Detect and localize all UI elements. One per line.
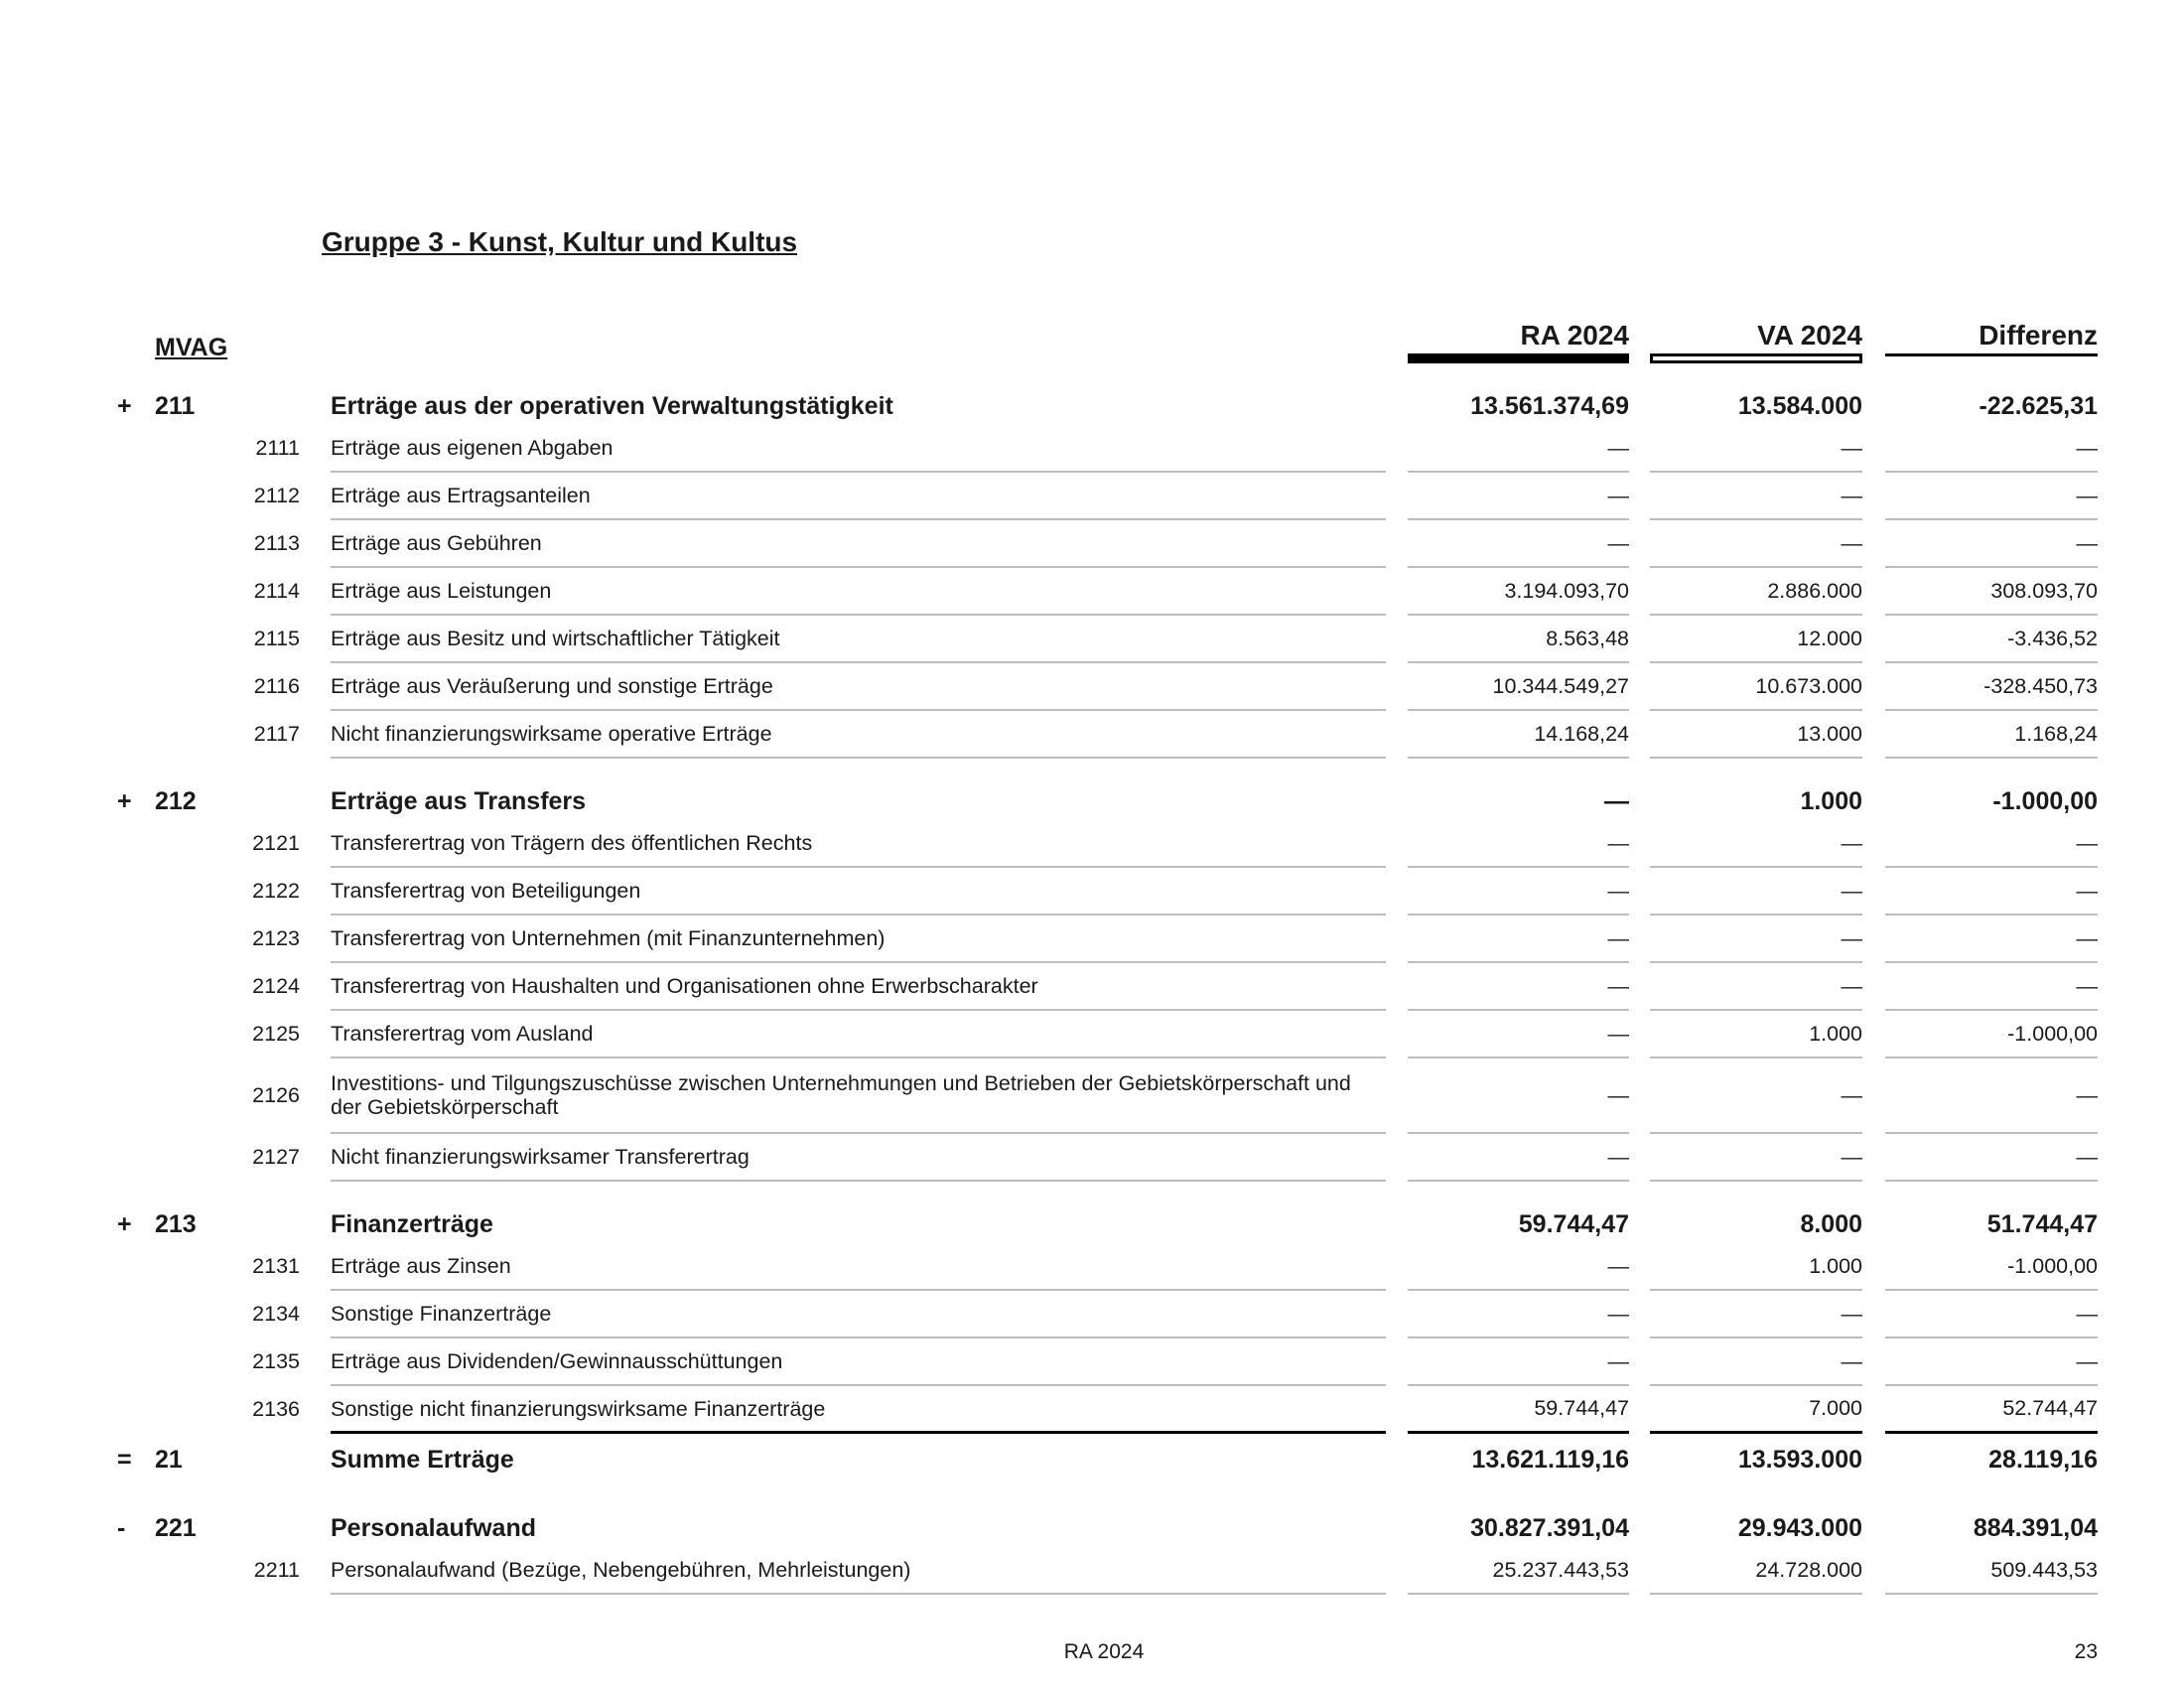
account-code: 2116 bbox=[253, 673, 300, 698]
group-code: 212 bbox=[155, 786, 197, 815]
account-code: 2124 bbox=[252, 973, 300, 998]
ra-value: 59.744,47 bbox=[1518, 1209, 1629, 1238]
va-value: — bbox=[1650, 1134, 1862, 1182]
column-header-va: VA 2024 bbox=[1757, 320, 1862, 351]
column-header-ra: RA 2024 bbox=[1520, 320, 1629, 351]
table-row bbox=[0, 711, 2184, 759]
diff-value: — bbox=[1885, 963, 2098, 1011]
group-row bbox=[0, 782, 2184, 820]
table-row bbox=[0, 663, 2184, 711]
va-value: — bbox=[1650, 425, 1862, 473]
account-code: 2115 bbox=[253, 626, 300, 650]
ra-value: 10.344.549,27 bbox=[1408, 663, 1629, 711]
ra-value: — bbox=[1408, 473, 1629, 520]
va-header-bar bbox=[1650, 353, 1862, 363]
row-sign: + bbox=[117, 391, 132, 420]
diff-value: 509.443,53 bbox=[1885, 1547, 2098, 1595]
group-label: Finanzerträge bbox=[331, 1210, 493, 1238]
account-label: Erträge aus Veräußerung und sonstige Erträge bbox=[331, 663, 1386, 711]
ra-value: 13.621.119,16 bbox=[1471, 1445, 1629, 1474]
account-label: Transferertrag vom Ausland bbox=[331, 1011, 1386, 1058]
va-value: 8.000 bbox=[1800, 1209, 1862, 1238]
table-row bbox=[0, 1386, 2184, 1434]
va-value: — bbox=[1650, 520, 1862, 568]
diff-value: — bbox=[1885, 1291, 2098, 1338]
account-code: 2111 bbox=[255, 435, 300, 460]
va-value: — bbox=[1650, 963, 1862, 1011]
va-value: 13.593.000 bbox=[1737, 1445, 1862, 1474]
table-row bbox=[0, 1243, 2184, 1291]
account-label: Nicht finanzierungswirksamer Transferertrag bbox=[331, 1134, 1386, 1182]
diff-value: 884.391,04 bbox=[1973, 1513, 2098, 1542]
va-value: — bbox=[1650, 473, 1862, 520]
ra-value: 59.744,47 bbox=[1408, 1386, 1629, 1434]
ra-value: — bbox=[1408, 1134, 1629, 1182]
account-label: Erträge aus Gebühren bbox=[331, 520, 1386, 568]
va-value: 7.000 bbox=[1650, 1386, 1862, 1434]
ra-value: 25.237.443,53 bbox=[1408, 1547, 1629, 1595]
ra-value: — bbox=[1604, 786, 1629, 815]
table-row bbox=[0, 1134, 2184, 1182]
diff-value: 52.744,47 bbox=[1885, 1386, 2098, 1434]
group-row bbox=[0, 1205, 2184, 1243]
account-code: 2122 bbox=[252, 878, 300, 903]
table-row bbox=[0, 1547, 2184, 1595]
account-code: 2125 bbox=[252, 1021, 300, 1046]
va-value: 24.728.000 bbox=[1650, 1547, 1862, 1595]
table-row bbox=[0, 425, 2184, 473]
diff-value: -1.000,00 bbox=[1885, 1243, 2098, 1291]
va-value: 29.943.000 bbox=[1737, 1513, 1862, 1542]
account-code: 2126 bbox=[252, 1082, 300, 1107]
account-label: Transferertrag von Beteiligungen bbox=[331, 868, 1386, 915]
diff-value: -3.436,52 bbox=[1885, 616, 2098, 663]
table-row bbox=[0, 963, 2184, 1011]
account-code: 2131 bbox=[252, 1253, 300, 1278]
account-label: Transferertrag von Trägern des öffentlichen Rechts bbox=[331, 820, 1386, 868]
row-sign: - bbox=[117, 1513, 126, 1542]
ra-value: — bbox=[1408, 820, 1629, 868]
group-code: 213 bbox=[155, 1209, 197, 1238]
ra-value: — bbox=[1408, 868, 1629, 915]
account-code: 2112 bbox=[253, 483, 300, 507]
ra-value: 8.563,48 bbox=[1408, 616, 1629, 663]
diff-value: — bbox=[1885, 473, 2098, 520]
account-table bbox=[0, 363, 2184, 1595]
account-code: 2134 bbox=[252, 1301, 300, 1326]
va-value: — bbox=[1650, 1058, 1862, 1134]
diff-value: — bbox=[1885, 820, 2098, 868]
account-label: Personalaufwand (Bezüge, Nebengebühren, Mehrleistungen) bbox=[331, 1547, 1386, 1595]
account-label: Erträge aus Besitz und wirtschaftlicher Tätigkeit bbox=[331, 616, 1386, 663]
diff-value: 28.119,16 bbox=[1988, 1445, 2098, 1474]
diff-value: — bbox=[1885, 1338, 2098, 1386]
ra-value: — bbox=[1408, 1011, 1629, 1058]
account-code: 2121 bbox=[252, 830, 300, 855]
ra-value: — bbox=[1408, 963, 1629, 1011]
ra-value: — bbox=[1408, 425, 1629, 473]
diff-value: -22.625,31 bbox=[1979, 391, 2098, 420]
ra-value: 30.827.391,04 bbox=[1470, 1513, 1629, 1542]
table-row bbox=[0, 820, 2184, 868]
diff-value: -328.450,73 bbox=[1885, 663, 2098, 711]
va-value: — bbox=[1650, 1291, 1862, 1338]
table-row bbox=[0, 868, 2184, 915]
account-code: 2211 bbox=[253, 1557, 300, 1582]
ra-value: — bbox=[1408, 1338, 1629, 1386]
diff-value: -1.000,00 bbox=[1885, 1011, 2098, 1058]
diff-value: — bbox=[1885, 915, 2098, 963]
ra-value: 14.168,24 bbox=[1408, 711, 1629, 759]
table-row bbox=[0, 520, 2184, 568]
ra-header-bar bbox=[1408, 353, 1629, 363]
table-row bbox=[0, 568, 2184, 616]
group-label: Summe Erträge bbox=[331, 1446, 514, 1474]
ra-value: — bbox=[1408, 1291, 1629, 1338]
account-label: Erträge aus eigenen Abgaben bbox=[331, 425, 1386, 473]
group-label: Erträge aus Transfers bbox=[331, 787, 587, 815]
ra-value: — bbox=[1408, 1243, 1629, 1291]
account-label: Nicht finanzierungswirksame operative Erträge bbox=[331, 711, 1386, 759]
group-code: 221 bbox=[155, 1513, 197, 1542]
va-value: 13.584.000 bbox=[1737, 391, 1862, 420]
table-row bbox=[0, 915, 2184, 963]
group-code: 211 bbox=[155, 391, 196, 420]
account-code: 2114 bbox=[253, 578, 300, 603]
va-value: 2.886.000 bbox=[1650, 568, 1862, 616]
account-label: Sonstige nicht finanzierungswirksame Finanzerträge bbox=[331, 1386, 1386, 1434]
table-row bbox=[0, 1291, 2184, 1338]
group-code: 21 bbox=[155, 1445, 183, 1474]
diff-value: — bbox=[1885, 868, 2098, 915]
sum-row bbox=[0, 1434, 2184, 1485]
table-row bbox=[0, 616, 2184, 663]
ra-value: — bbox=[1408, 520, 1629, 568]
ra-value: — bbox=[1408, 915, 1629, 963]
va-value: 1.000 bbox=[1650, 1243, 1862, 1291]
mvag-header: MVAG bbox=[155, 334, 228, 361]
column-header-diff: Differenz bbox=[1979, 320, 2098, 351]
account-code: 2135 bbox=[252, 1348, 300, 1373]
table-row bbox=[0, 1058, 2184, 1134]
ra-value: 13.561.374,69 bbox=[1470, 391, 1629, 420]
account-code: 2127 bbox=[252, 1144, 300, 1169]
account-code: 2136 bbox=[252, 1396, 300, 1421]
va-value: 12.000 bbox=[1650, 616, 1862, 663]
va-value: — bbox=[1650, 915, 1862, 963]
diff-header-bar bbox=[1885, 353, 2098, 356]
diff-value: 51.744,47 bbox=[1986, 1209, 2098, 1238]
page-title: Gruppe 3 - Kunst, Kultur und Kultus bbox=[322, 226, 798, 257]
table-row bbox=[0, 473, 2184, 520]
va-value: — bbox=[1650, 820, 1862, 868]
account-label: Erträge aus Dividenden/Gewinnausschüttungen bbox=[331, 1338, 1386, 1386]
diff-value: 1.168,24 bbox=[1885, 711, 2098, 759]
account-label: Erträge aus Leistungen bbox=[331, 568, 1386, 616]
diff-value: — bbox=[1885, 425, 2098, 473]
group-row bbox=[0, 387, 2184, 425]
diff-value: — bbox=[1885, 1134, 2098, 1182]
diff-value: -1.000,00 bbox=[1992, 786, 2098, 815]
diff-value: — bbox=[1885, 520, 2098, 568]
ra-value: 3.194.093,70 bbox=[1408, 568, 1629, 616]
account-code: 2113 bbox=[253, 530, 300, 555]
table-row bbox=[0, 1011, 2184, 1058]
ra-value: — bbox=[1408, 1058, 1629, 1134]
group-label: Erträge aus der operativen Verwaltungstätigkeit bbox=[331, 392, 893, 420]
account-label: Transferertrag von Unternehmen (mit Finanzunternehmen) bbox=[331, 915, 1386, 963]
account-code: 2123 bbox=[252, 925, 300, 950]
account-label: Erträge aus Ertragsanteilen bbox=[331, 473, 1386, 520]
va-value: — bbox=[1650, 868, 1862, 915]
account-label: Transferertrag von Haushalten und Organisationen ohne Erwerbscharakter bbox=[331, 963, 1386, 1011]
account-label: Investitions- und Tilgungszuschüsse zwischen Unternehmungen und Betrieben der Gebietskörperschaft und der Gebietskörperschaft bbox=[331, 1058, 1386, 1134]
row-sign: + bbox=[117, 786, 132, 815]
diff-value: — bbox=[1885, 1058, 2098, 1134]
footer-label: RA 2024 bbox=[1063, 1640, 1145, 1663]
account-label: Sonstige Finanzerträge bbox=[331, 1291, 1386, 1338]
group-row bbox=[0, 1509, 2184, 1547]
va-value: 10.673.000 bbox=[1650, 663, 1862, 711]
diff-value: 308.093,70 bbox=[1885, 568, 2098, 616]
table-row bbox=[0, 1338, 2184, 1386]
page-number: 23 bbox=[2074, 1640, 2098, 1663]
va-value: 13.000 bbox=[1650, 711, 1862, 759]
row-sign: + bbox=[117, 1209, 132, 1238]
account-code: 2117 bbox=[253, 721, 300, 746]
va-value: 1.000 bbox=[1650, 1011, 1862, 1058]
row-sign: = bbox=[117, 1445, 132, 1474]
group-label: Personalaufwand bbox=[331, 1514, 536, 1542]
va-value: 1.000 bbox=[1800, 786, 1862, 815]
account-label: Erträge aus Zinsen bbox=[331, 1243, 1386, 1291]
va-value: — bbox=[1650, 1338, 1862, 1386]
